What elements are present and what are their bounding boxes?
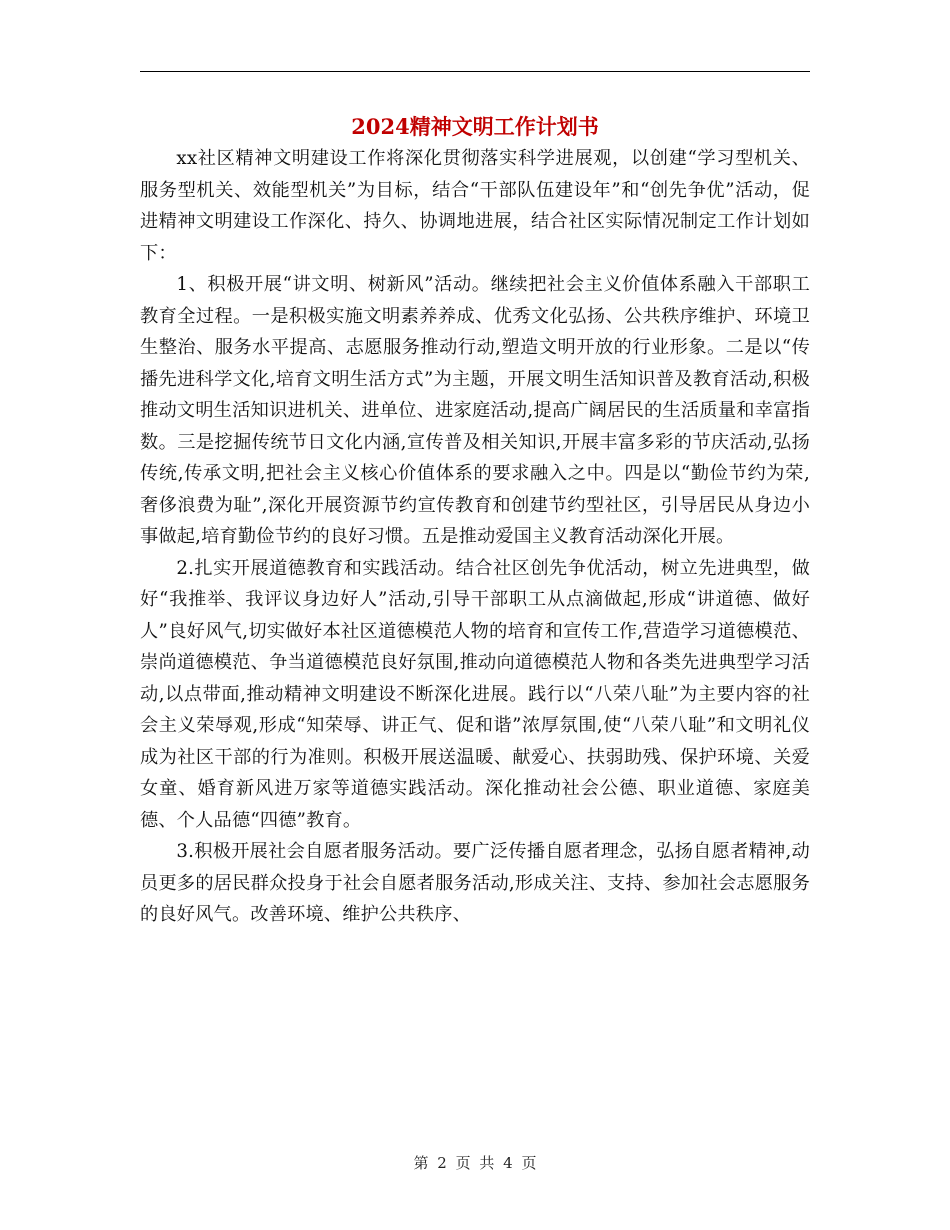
document-title: 2024精神文明工作计划书 <box>351 114 599 139</box>
section-3-paragraph: 3.积极开展社会自愿者服务活动。要广泛传播自愿者理念，弘扬自愿者精神,动员更多的居民群众投身于社会自愿者服务活动,形成关注、支持、参加社会志愿服务的良好风气。改善环境、维护公共秩序、 <box>140 841 810 925</box>
header-rule <box>140 71 810 72</box>
document-body <box>140 143 810 931</box>
intro-paragraph: xx社区精神文明建设工作将深化贯彻落实科学进展观，以创建“学习型机关、服务型机关、效能型机关”为目标，结合“干部队伍建设年”和“创先争优”活动，促进精神文明建设工作深化、持久、协调地进展，结合社区实际情况制定工作计划如下： <box>140 148 810 264</box>
section-2-paragraph: 2.扎实开展道德教育和实践活动。结合社区创先争优活动，树立先进典型，做好“我推举、我评议身边好人”活动,引导干部职工从点滴做起,形成“讲道德、做好人”良好风气,切实做好本社区道德模范人物的培育和宣传工作,营造学习道德模范、崇尚道德模范、争当道德模范良好氛围,推动向道德模范人物和各类先进典型学习活动,以点带面,推动精神文明建设不断深化进展。践行以“八荣八耻”为主要内容的社会主义荣辱观,形成“知荣辱、讲正气、促和谐”浓厚氛围,使“八荣八耻”和文明礼仪成为社区干部的行为准则。积极开展送温暖、献爱心、扶弱助残、保护环境、关爱女童、婚育新风进万家等道德实践活动。深化推动社会公德、职业道德、家庭美德、个人品德“四德”教育。 <box>140 557 810 831</box>
section-1-paragraph: 1、积极开展“讲文明、树新风”活动。继续把社会主义价值体系融入干部职工教育全过程。一是积极实施文明素养养成、优秀文化弘扬、公共秩序维护、环境卫生整治、服务水平提高、志愿服务推动行动,塑造文明开放的行业形象。二是以“传播先进科学文化,培育文明生活方式”为主题，开展文明生活知识普及教育活动,积极推动文明生活知识进机关、进单位、进家庭活动,提高广阔居民的生活质量和幸富指数。三是挖掘传统节日文化内涵,宣传普及相关知识,开展丰富多彩的节庆活动,弘扬传统,传承文明,把社会主义核心价值体系的要求融入之中。四是以“勤俭节约为荣,奢侈浪费为耻”,深化开展资源节约宣传教育和创建节约型社区，引导居民从身边小事做起,培育勤俭节约的良好习惯。五是推动爱国主义教育活动深化开展。 <box>140 274 810 547</box>
page-number-footer: 第 2 页 共 4 页 <box>413 1154 537 1172</box>
